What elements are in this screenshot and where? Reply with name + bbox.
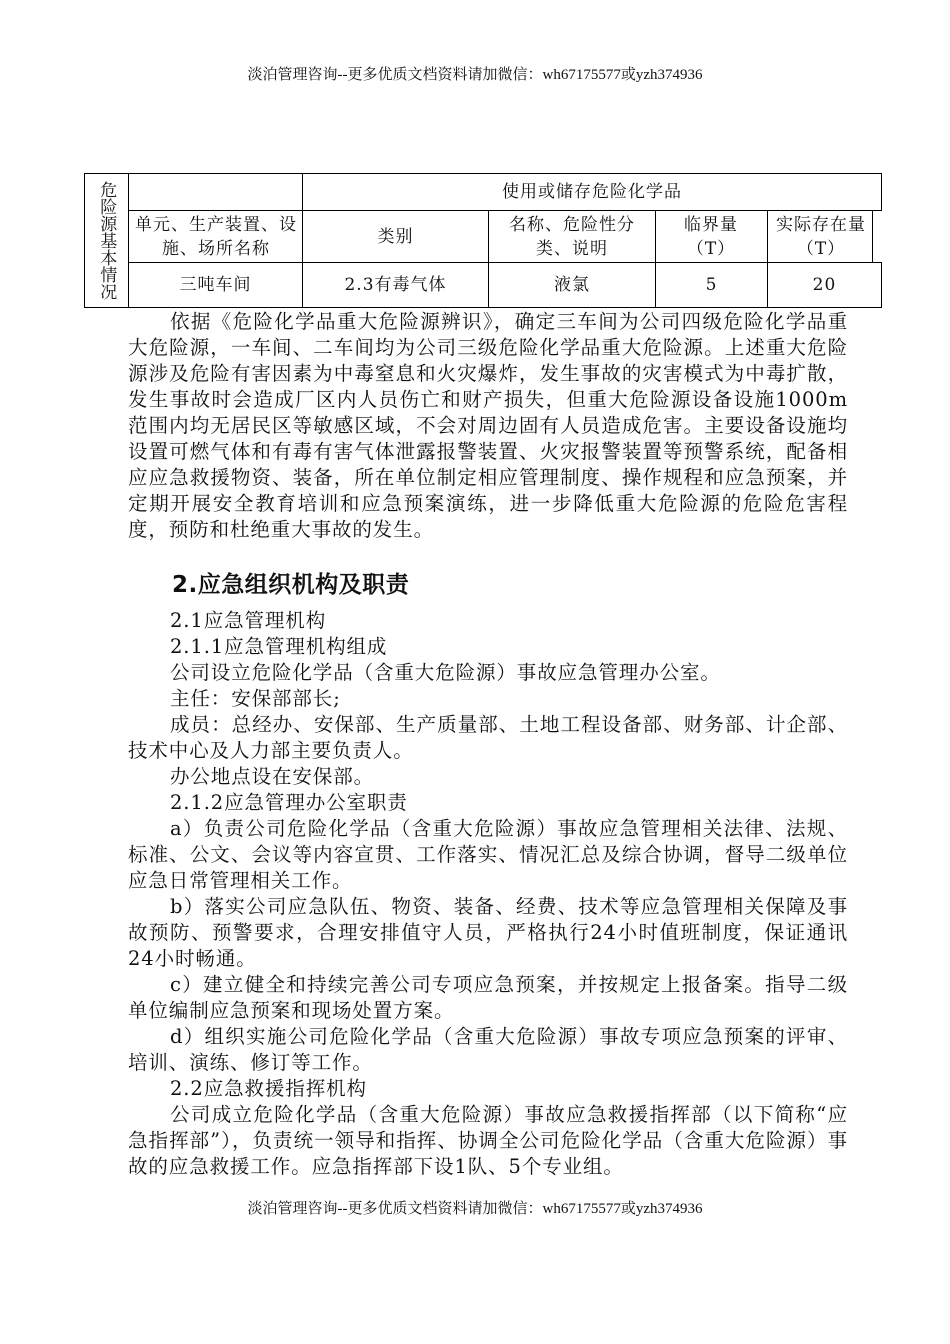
duty-c: c）建立健全和持续完善公司专项应急预案，并按规定上报备案。指导二级单位编制应急预案和现场处置方案。 — [128, 973, 848, 1022]
subheading-2-1-1: 2.1.1应急管理机构组成 — [170, 635, 388, 658]
table-group-header: 使用或储存危险化学品 — [502, 182, 682, 202]
subheading-2-1: 2.1应急管理机构 — [170, 609, 327, 632]
table-col-name: 名称、危险性分类、说明 — [509, 214, 635, 259]
table-border-right-top — [881, 173, 882, 210]
paragraph-members: 成员：总经办、安保部、生产质量部、土地工程设备部、财务部、计企部、技术中心及人力部主要负责人。 — [128, 713, 848, 762]
subheading-2-1-2: 2.1.2应急管理办公室职责 — [170, 791, 408, 814]
section-title: 2.应急组织机构及职责 — [172, 572, 410, 598]
table-cell-threshold: 5 — [705, 275, 718, 295]
intro-block — [128, 309, 848, 543]
section-body — [128, 608, 848, 1180]
table-border-right-mid — [872, 210, 873, 262]
paragraph-office: 公司设立危险化学品（含重大危险源）事故应急管理办公室。 — [170, 661, 721, 684]
intro-paragraph: 依据《危险化学品重大危险源辨识》，确定三车间为公司四级危险化学品重大危险源，一车间、二车间均为公司三级危险化学品重大危险源。上述重大危险源涉及危险有害因素为中毒窒息和火灾爆炸，发生事故的灾害模式为中毒扩散，发生事故时会造成厂区内人员伤亡和财产损失，但重大危险源设备设施1000m范围内均无居民区等敏感区域，不会对周边固有人员造成危害。主要设备设施均设置可燃气体和有毒有害气体泄露报警装置、火灾报警装置等预警系统，配备相应应急救援物资、装备，所在单位制定相应管理制度、操作规程和应急预案，并定期开展安全教育培训和应急预案演练，进一步降低重大危险源的危险危害程度，预防和杜绝重大事故的发生。 — [128, 310, 848, 541]
duty-d: d）组织实施公司危险化学品（含重大危险源）事故专项应急预案的评审、培训、演练、修订等工作。 — [128, 1025, 848, 1074]
table-col-category: 类别 — [377, 226, 414, 247]
table-cell-category: 2.3有毒气体 — [344, 275, 447, 295]
table-cell-actual: 20 — [812, 275, 837, 295]
table-border-bottom — [84, 307, 882, 308]
duty-b: b）落实公司应急队伍、物资、装备、经费、技术等应急管理相关保障及事故预防、预警要求，合理安排值守人员，严格执行24小时值班制度，保证通讯24小时畅通。 — [128, 895, 848, 970]
duty-a: a）负责公司危险化学品（含重大危险源）事故应急管理相关法律、法规、标准、公文、会议等内容宣贯、工作落实、情况汇总及综合协调，督导二级单位应急日常管理相关工作。 — [128, 817, 848, 892]
paragraph-director: 主任：安保部部长; — [170, 687, 341, 710]
table-cell-name: 液氯 — [554, 275, 590, 295]
paragraph-command: 公司成立危险化学品（含重大危险源）事故应急救援指挥部（以下简称“应急指挥部”），负责统一领导和指挥、协调全公司危险化学品（含重大危险源）事故的应急救援工作。应急指挥部下设1队、5个专业组。 — [128, 1103, 848, 1178]
page-header: 淡泊管理咨询--更多优质文档资料请加微信：wh67175577或yzh374936 — [247, 67, 703, 83]
table-border-right-bottom — [881, 262, 882, 308]
subheading-2-2: 2.2应急救援指挥机构 — [170, 1077, 367, 1100]
table-cell-unit: 三吨车间 — [179, 275, 252, 295]
paragraph-location: 办公地点设在安保部。 — [170, 765, 375, 788]
table-side-label: 危险源基本情况 — [96, 180, 117, 300]
page-footer: 淡泊管理咨询--更多优质文档资料请加微信：wh67175577或yzh374936 — [247, 1201, 703, 1217]
table-col-actual: 实际存在量（T） — [776, 214, 866, 259]
table-col-unit: 单元、生产装置、设施、场所名称 — [135, 214, 297, 259]
table-col-threshold: 临界量（T） — [684, 214, 738, 259]
